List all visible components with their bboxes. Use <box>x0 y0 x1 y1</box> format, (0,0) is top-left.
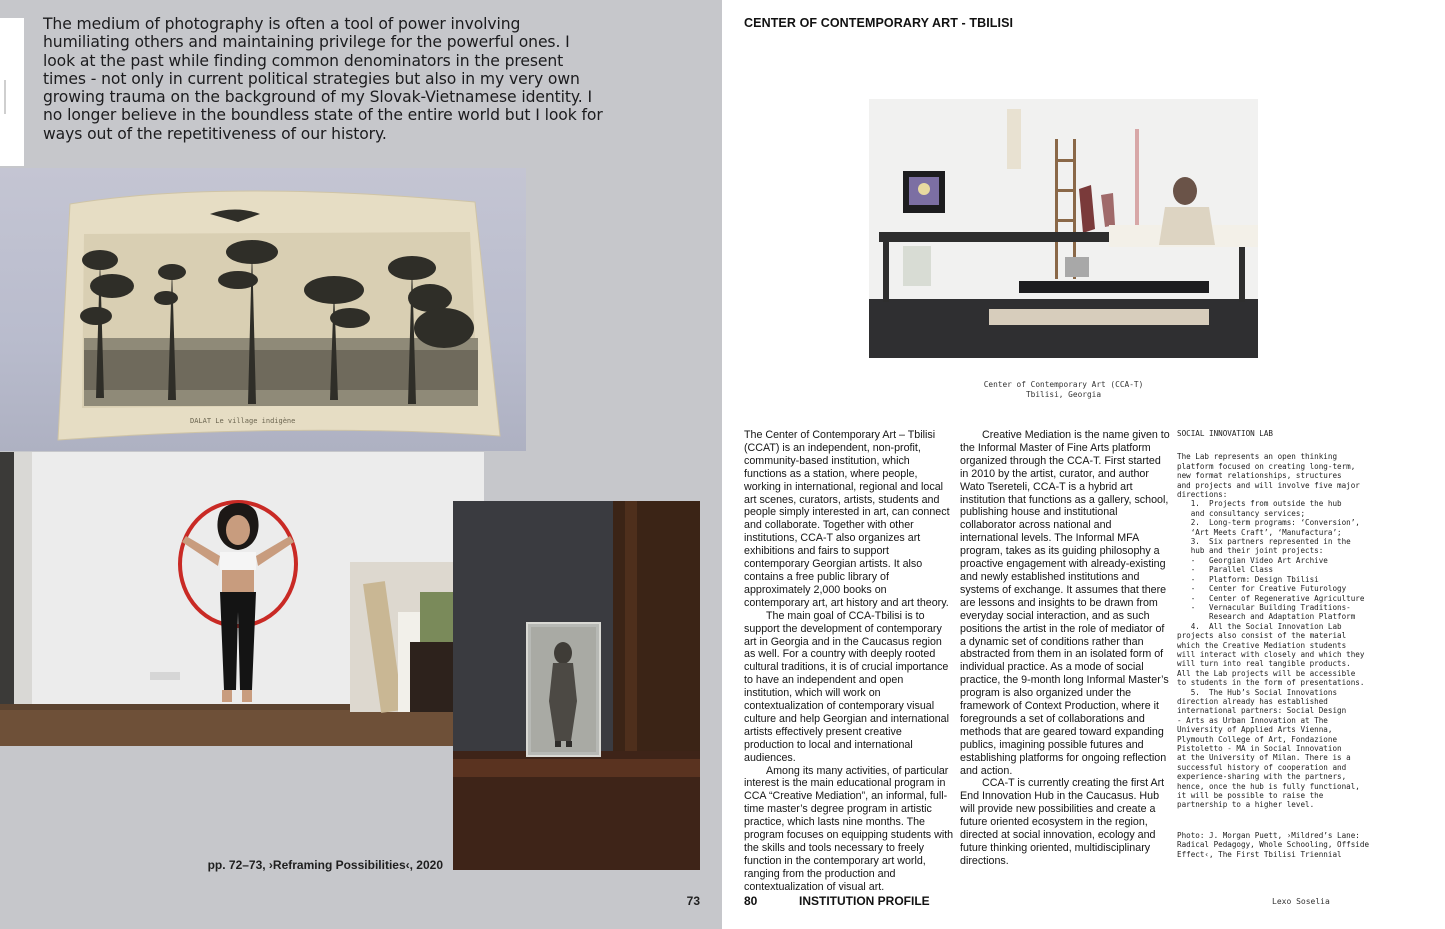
edge-mark <box>4 80 6 114</box>
photo-old-print <box>0 168 526 451</box>
hula-hoop-image <box>0 452 484 746</box>
old-print-image <box>0 168 526 451</box>
lab-description: The Lab represents an open thinking platform focused on creating long-term, new format relationships, structures and projects and will involve five major directions: 1. Projects from outside the hub and consultancy services; 2. Long-term programs: ‘Conversion’, ‘Art Meets Craft’, ‘Manufactura’; 3. Six partners represented in the hub and their joint projects: - Georgian Video Art Archive - Parallel Class - Platform: Design Tbilisi - Center for Creative Futurology - Center of Regenerative Agriculture - Vernacular Building Traditions- Research and Adaptation Platform 4. All the Social Innovation Lab projects also consist of the material which the Creative Mediation students will interact with closely and which they will turn into real tangible products. All the Lab projects will be accessible to students in the form of presentations. 5. The Hub’s Social Innovations direction already has established international partners: Social Design - Arts as Urban Innovation at The University of Applied Arts Vienna, Plymouth College of Art, Fondazione Pistoletto - MA in Social Innovation at the University of Milan. There is a successful history of cooperation and experience-sharing with the partners, hence, once the hub is fully functional, it will be possible to raise the partnership to a higher level. <box>1177 452 1365 810</box>
intro-statement: The medium of photography is often a tool of power involving humiliating others and maintaining privilege for the powerful ones. I look at the past while finding common denominators in the present times - not only in current political strategies but also in my very own growing trauma on the background of my Slovak-Vietnamese identity. I no longer believe in the boundless state of the entire world but I look for ways out of the repetitiveness of our history. <box>43 15 603 143</box>
vintage-portrait-image <box>453 501 700 870</box>
text-column-2 <box>960 429 1170 868</box>
right-page <box>722 0 1445 929</box>
photo-gallery-installation <box>869 99 1258 358</box>
print-caption: DALAT Le village indigène <box>190 417 296 425</box>
photo-credits-caption: pp. 72–73, ›Reframing Possibilities‹, 2020 <box>207 858 443 872</box>
page-number-left: 73 <box>686 894 700 908</box>
left-page <box>0 0 722 929</box>
paragraph-activities: Among its many activities, of particular interest is the main educational program in CCA “Creative Mediation”, an informal, full-time master’s degree program in artistic practice, which lasts nine months. The program focuses on equipping students with the skills and tools necessary to freely function in the contemporary art world, ranging from the production and contextualization of visual art. <box>744 764 954 893</box>
paragraph-creative-mediation: Creative Mediation is the name given to the Informal Master of Fine Arts platform organized through the CCA-T. First started in 2010 by the artist, curator, and author Wato Tsereteli, CCA-T is a hybrid art institution that functions as a gallery, school, publishing house and institutional collaborator across national and international levels. The Informal MFA program, takes as its guiding philosophy a proactive engagement with already-existing and newly established institutions and systems of exchange. It assumes that there are lessons and insights to be drawn from everyday social interaction, and as such positions the artist in the role of mediator of a dynamic set of conditions rather than abstracted from them in an isolated form of individual practice. As a mode of social practice, the 9-month long Informal Master’s program is also organized under the framework of Context Production, where it foregrounds a set of collaborations and methods that are geared toward expanding publics, imagining possible futures and establishing platforms for ongoing reflection and action. <box>960 429 1170 777</box>
text-column-1 <box>744 429 954 894</box>
photo-vintage-portrait <box>453 501 700 870</box>
paragraph-innovation-hub: CCA-T is currently creating the first Art End Innovation Hub in the Caucasus. Hub will provide new possibilities and create a future oriented ecosystem in the region, directed at social innovation, ecology and future thinking oriented, multidisciplinary directions. <box>960 777 1165 867</box>
photo-caption-line2: Tbilisi, Georgia <box>1025 390 1102 399</box>
section-title: CENTER OF CONTEMPORARY ART - TBILISI <box>744 16 1014 30</box>
photo-hula-hoop <box>0 452 484 746</box>
lab-heading: SOCIAL INNOVATION LAB <box>1177 429 1274 438</box>
author-name: Lexo Soselia <box>1272 897 1330 906</box>
running-footer: INSTITUTION PROFILE <box>799 894 930 908</box>
page-edge-strip <box>0 18 24 166</box>
paragraph-intro: The Center of Contemporary Art – Tbilisi (CCAT) is an independent, non-profit, community-based institution, which functions as a station, where people, working in international, regional and local art scenes, curators, artists, students and people simply interested in art, can connect and collaborate. Together with other institutions, CCA-T also organizes art exhibitions and fairs to support contemporary Georgian artists. It also contains a free public library of approximately 2,000 books on contemporary art, art history and art theory. <box>744 429 950 609</box>
photo-caption <box>869 380 1258 400</box>
gallery-installation-image <box>869 99 1258 358</box>
paragraph-goal: The main goal of CCA-Tbilisi is to support the development of contemporary art in Georgia and in the Caucasus region as well. For a country with deeply rooted cultural traditions, it is of crucial importance to have an independent and open institution, which will work on contextualization of contemporary visual culture and help Georgian and international artists effectively present creative production to local and international audiences. <box>744 609 949 764</box>
text-column-3 <box>1177 429 1392 859</box>
page-number-right: 80 <box>744 894 758 908</box>
photo-credit: Photo: J. Morgan Puett, ›Mildred’s Lane: Radical Pedagogy, Whole Schooling, Offside Effect‹, The First Tbilisi Triennial <box>1177 831 1370 859</box>
photo-caption-line1: Center of Contemporary Art (CCA-T) <box>983 380 1144 389</box>
